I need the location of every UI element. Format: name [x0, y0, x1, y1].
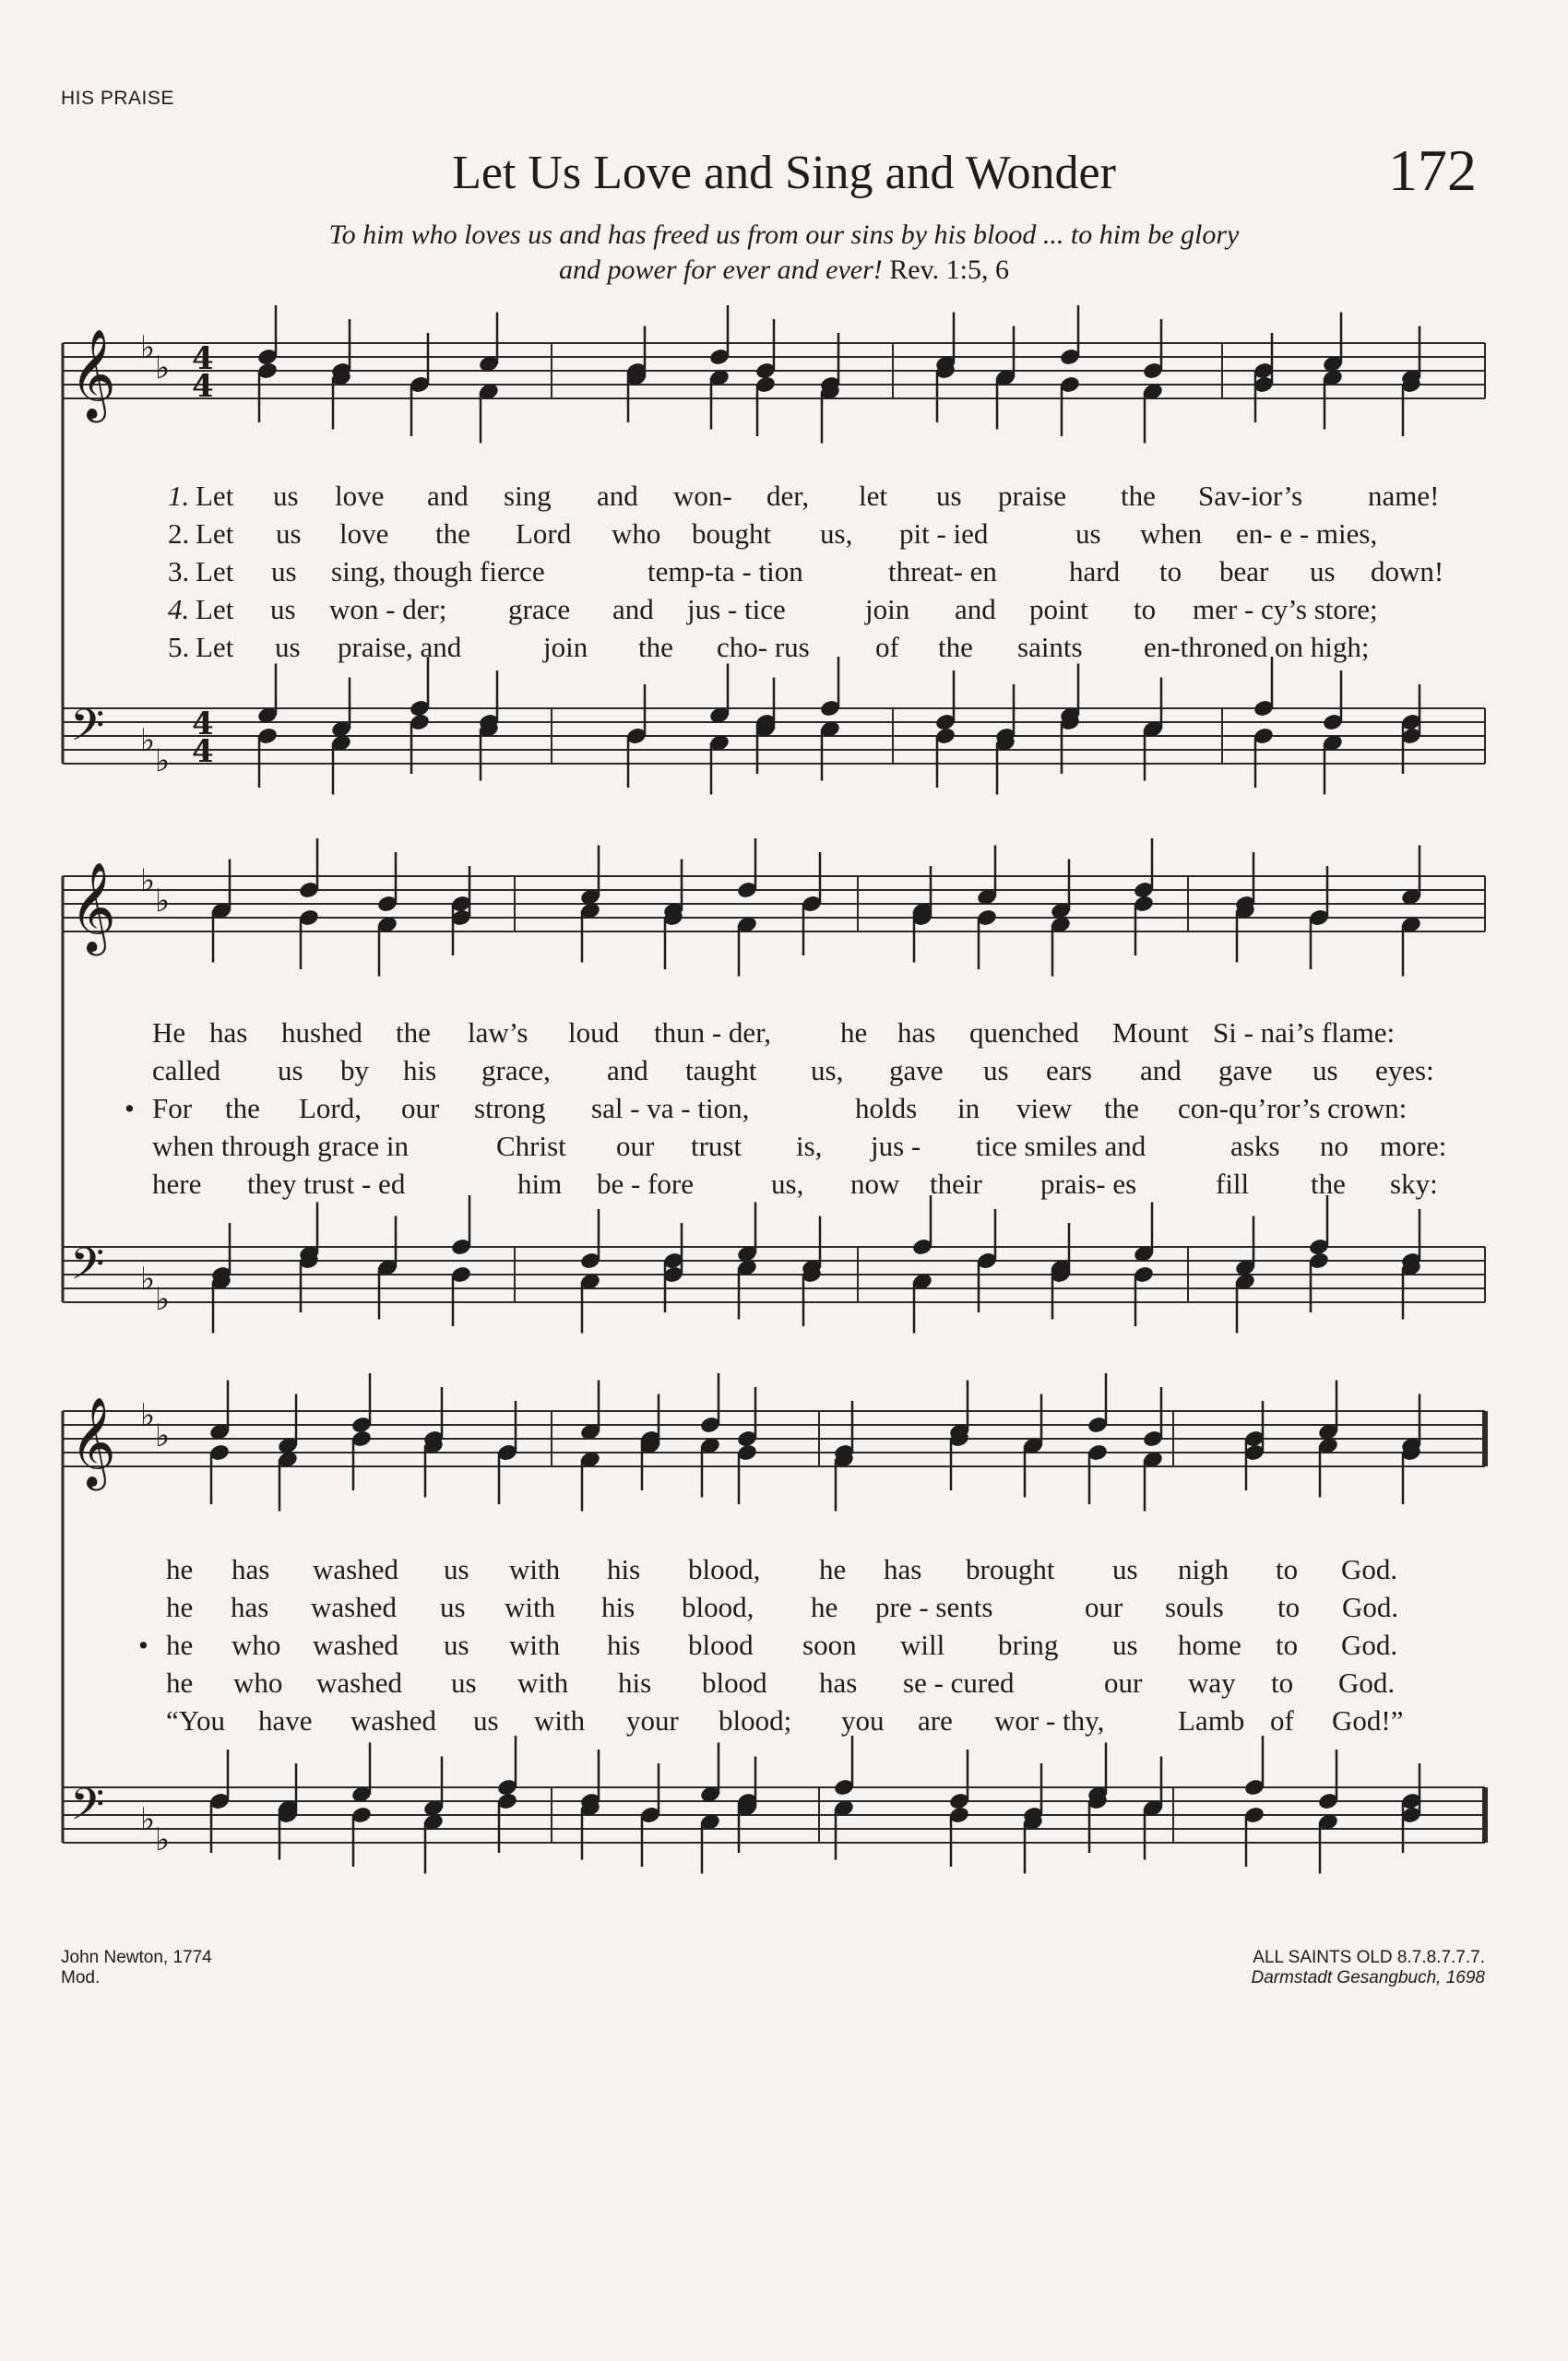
lyric-syllable: he: [166, 1667, 194, 1699]
lyric-syllable: praise, and: [338, 631, 462, 663]
hymn-number: 172: [1388, 137, 1477, 203]
lyric-syllable: trust: [691, 1130, 742, 1162]
lyric-syllable: pit - ied: [899, 517, 989, 550]
lyric-syllable: loud: [568, 1016, 620, 1049]
lyric-syllable: us,: [771, 1168, 804, 1200]
lyric-syllable: the: [1311, 1168, 1346, 1200]
lyric-syllable: he: [811, 1591, 838, 1623]
lyric-syllable: in: [957, 1092, 980, 1124]
lyric-syllable: sing, though fierce: [331, 555, 545, 587]
lyric-syllable: quenched: [969, 1016, 1079, 1049]
lyric-syllable: pre - sents: [875, 1591, 993, 1623]
lyric-syllable: Lord: [516, 517, 572, 550]
lyric-syllable: home: [1178, 1629, 1241, 1661]
lyric-syllable: of: [1270, 1704, 1294, 1737]
lyric-syllable: are: [918, 1704, 953, 1737]
lyric-syllable: us,: [820, 517, 853, 550]
lyric-syllable: gave: [889, 1054, 944, 1086]
lyric-syllable: jus -: [871, 1130, 921, 1162]
lyric-syllable: washed: [313, 1629, 398, 1661]
tune-name: ALL SAINTS OLD 8.7.8.7.7.7.: [1253, 1948, 1485, 1967]
lyric-syllable: jus - tice: [687, 593, 786, 625]
lyric-syllable: Let: [196, 480, 234, 512]
flat-icon: ♭: [140, 722, 156, 759]
treble-clef-icon: 𝄞: [70, 861, 116, 952]
lyric-syllable: the: [638, 631, 673, 663]
lyric-syllable: they trust - ed: [247, 1168, 406, 1200]
lyric-syllable: “You: [166, 1704, 226, 1737]
lyric-syllable: Christ: [496, 1130, 566, 1162]
lyric-syllable: us: [444, 1629, 469, 1661]
lyric-syllable: name!: [1368, 480, 1440, 512]
lyric-syllable: us,: [811, 1054, 844, 1086]
lyric-syllable: him: [517, 1168, 563, 1200]
lyric-syllable: He: [152, 1016, 186, 1049]
lyric-syllable: love: [335, 480, 385, 512]
lyric-syllable: washed: [316, 1667, 402, 1699]
author-line: John Newton, 1774: [61, 1948, 212, 1967]
lyric-syllable: saints: [1017, 631, 1083, 663]
lyric-syllable: will: [900, 1629, 945, 1661]
lyric-syllable: us: [440, 1591, 466, 1623]
bullet-marker: •: [125, 1092, 135, 1124]
lyric-syllable: Si - nai’s flame:: [1213, 1016, 1396, 1049]
lyric-syllable: en-throned on high;: [1144, 631, 1370, 663]
lyric-syllable: temp-ta - tion: [647, 555, 803, 587]
lyric-syllable: with: [517, 1667, 569, 1699]
lyric-syllable: and: [597, 480, 638, 512]
lyric-syllable: he: [840, 1016, 868, 1049]
lyric-syllable: have: [258, 1704, 313, 1737]
lyric-syllable: en- e - mies,: [1236, 517, 1378, 550]
lyric-syllable: us: [1313, 1054, 1338, 1086]
lyric-line: [0, 1553, 1568, 1590]
lyric-syllable: us: [936, 480, 962, 512]
lyric-syllable: and: [612, 593, 654, 625]
lyric-line: [0, 1667, 1568, 1703]
lyric-syllable: taught: [685, 1054, 757, 1086]
lyric-syllable: way: [1188, 1667, 1236, 1699]
lyric-syllable: with: [505, 1591, 556, 1623]
lyric-syllable: to: [1271, 1667, 1294, 1699]
lyric-syllable: here: [152, 1168, 202, 1200]
lyric-syllable: tice smiles and: [976, 1130, 1146, 1162]
lyric-syllable: his: [618, 1667, 652, 1699]
credits-author: [61, 1948, 212, 1988]
lyric-syllable: asks: [1230, 1130, 1280, 1162]
time-signature: 4: [192, 706, 214, 742]
lyric-syllable: us: [271, 555, 297, 587]
lyric-syllable: God.: [1341, 1629, 1398, 1661]
lyric-syllable: sing: [504, 480, 552, 512]
lyric-syllable: us: [276, 517, 302, 550]
lyric-syllable: of: [875, 631, 899, 663]
flat-icon: ♭: [155, 1821, 171, 1858]
lyric-syllable: mer - cy’s store;: [1193, 593, 1378, 625]
lyric-syllable: his: [403, 1054, 437, 1086]
lyric-syllable: us: [451, 1667, 477, 1699]
lyric-syllable: by: [340, 1054, 369, 1086]
lyric-syllable: who: [612, 517, 661, 550]
lyric-syllable: Let: [196, 593, 234, 625]
lyric-syllable: view: [1016, 1092, 1073, 1124]
lyric-syllable: down!: [1371, 555, 1444, 587]
lyric-syllable: grace: [508, 593, 571, 625]
lyric-syllable: has: [819, 1667, 858, 1699]
lyric-line: [0, 1016, 1568, 1053]
lyric-syllable: when through grace in: [152, 1130, 410, 1162]
treble-clef-icon: 𝄞: [70, 328, 116, 419]
lyric-line: [0, 517, 1568, 554]
flat-icon: ♭: [155, 742, 171, 779]
lyric-syllable: join: [865, 593, 910, 625]
flat-icon: ♭: [140, 1261, 156, 1298]
lyric-syllable: Let: [196, 631, 234, 663]
verse-number: 1.: [168, 480, 190, 512]
lyric-syllable: won-: [673, 480, 732, 512]
lyric-syllable: threat- en: [888, 555, 997, 587]
lyric-syllable: bear: [1219, 555, 1269, 587]
lyric-line: [0, 1704, 1568, 1741]
lyric-syllable: se - cured: [903, 1667, 1015, 1699]
flat-icon: ♭: [155, 1281, 171, 1318]
lyric-line: [0, 631, 1568, 668]
lyric-syllable: our: [1085, 1591, 1123, 1623]
lyric-syllable: more:: [1380, 1130, 1447, 1162]
epigraph-reference: Rev. 1:5, 6: [889, 255, 1009, 285]
lyric-syllable: bought: [692, 517, 772, 550]
lyric-syllable: holds: [855, 1092, 918, 1124]
lyric-syllable: with: [509, 1629, 561, 1661]
lyric-syllable: blood,: [682, 1591, 754, 1623]
lyric-syllable: Mount: [1112, 1016, 1189, 1049]
lyric-syllable: fill: [1216, 1168, 1250, 1200]
lyric-syllable: eyes:: [1375, 1054, 1434, 1086]
lyric-syllable: blood: [702, 1667, 767, 1699]
lyric-syllable: us: [444, 1553, 469, 1585]
lyric-syllable: and: [607, 1054, 648, 1086]
lyric-syllable: souls: [1165, 1591, 1224, 1623]
lyric-syllable: thun - der,: [654, 1016, 772, 1049]
bass-clef-icon: 𝄢: [70, 699, 105, 762]
lyric-syllable: Lord,: [299, 1092, 362, 1124]
lyric-syllable: has: [897, 1016, 936, 1049]
lyric-syllable: our: [616, 1130, 655, 1162]
lyric-syllable: God.: [1342, 1591, 1399, 1623]
lyric-syllable: cho- rus: [717, 631, 810, 663]
bass-clef-icon: 𝄢: [70, 1778, 105, 1841]
lyric-syllable: and: [1140, 1054, 1182, 1086]
lyric-syllable: you: [841, 1704, 885, 1737]
lyric-syllable: washed: [350, 1704, 436, 1737]
lyric-syllable: he: [166, 1629, 194, 1661]
lyric-syllable: us: [275, 631, 301, 663]
lyric-syllable: your: [626, 1704, 679, 1737]
time-signature: 4: [192, 340, 214, 377]
lyric-syllable: the: [938, 631, 973, 663]
lyric-syllable: sal - va - tion,: [591, 1092, 750, 1124]
lyric-line: [0, 593, 1568, 630]
time-signature: 4: [192, 733, 214, 770]
lyric-syllable: bring: [998, 1629, 1059, 1661]
hymn-title: Let Us Love and Sing and Wonder: [452, 147, 1116, 199]
lyric-syllable: our: [401, 1092, 440, 1124]
lyric-syllable: his: [607, 1553, 641, 1585]
flat-icon: ♭: [155, 1418, 171, 1454]
verse-number: 3.: [168, 555, 190, 587]
lyric-syllable: God.: [1338, 1667, 1396, 1699]
lyric-syllable: blood;: [719, 1704, 792, 1737]
lyric-syllable: God.: [1341, 1553, 1398, 1585]
lyric-syllable: has: [884, 1553, 922, 1585]
lyric-syllable: law’s: [468, 1016, 529, 1049]
lyric-syllable: when: [1140, 517, 1203, 550]
lyric-syllable: washed: [311, 1591, 397, 1623]
flat-icon: ♭: [140, 329, 156, 366]
lyric-syllable: has: [209, 1016, 248, 1049]
lyric-syllable: and: [427, 480, 469, 512]
lyric-syllable: who: [233, 1667, 283, 1699]
lyric-syllable: their: [930, 1168, 982, 1200]
flat-icon: ♭: [140, 1397, 156, 1434]
verse-number: 4.: [168, 593, 190, 625]
lyric-syllable: Let: [196, 555, 234, 587]
lyric-syllable: let: [859, 480, 887, 512]
lyric-syllable: and: [955, 593, 996, 625]
lyric-syllable: blood: [688, 1629, 754, 1661]
page-header-label: HIS PRAISE: [61, 88, 174, 109]
lyric-syllable: Lamb: [1178, 1704, 1245, 1737]
lyric-syllable: wor - thy,: [994, 1704, 1105, 1737]
lyric-syllable: join: [543, 631, 588, 663]
lyric-syllable: praise: [998, 480, 1067, 512]
epigraph-line-2: and power for ever and ever!: [559, 255, 883, 285]
flat-icon: ♭: [155, 883, 171, 919]
lyric-syllable: he: [819, 1553, 847, 1585]
lyric-line: [0, 1168, 1568, 1204]
lyric-syllable: he: [166, 1553, 194, 1585]
lyric-syllable: has: [231, 1591, 269, 1623]
lyric-syllable: to: [1276, 1553, 1299, 1585]
lyric-syllable: sky:: [1390, 1168, 1438, 1200]
epigraph-line-1: To him who loves us and has freed us from our sins by his blood ... to him be glory: [328, 219, 1240, 250]
lyric-syllable: us: [1112, 1629, 1138, 1661]
lyric-syllable: blood,: [688, 1553, 761, 1585]
flat-icon: ♭: [140, 1801, 156, 1838]
lyric-syllable: con-qu’ror’s crown:: [1178, 1092, 1408, 1124]
lyric-syllable: called: [152, 1054, 221, 1086]
bass-clef-icon: 𝄢: [70, 1238, 105, 1300]
bullet-marker: •: [138, 1629, 148, 1661]
tune-source: Darmstadt Gesangbuch, 1698: [1251, 1968, 1485, 1987]
lyric-syllable: brought: [966, 1553, 1055, 1585]
flat-icon: ♭: [140, 862, 156, 899]
lyric-syllable: the: [225, 1092, 260, 1124]
treble-clef-icon: 𝄞: [70, 1396, 116, 1487]
lyric-syllable: the: [1104, 1092, 1139, 1124]
lyric-line: [0, 1092, 1568, 1129]
lyric-line: [0, 480, 1568, 516]
time-signature: 4: [192, 368, 214, 405]
lyric-syllable: love: [339, 517, 389, 550]
lyric-syllable: now: [850, 1168, 900, 1200]
lyric-syllable: prais- es: [1040, 1168, 1137, 1200]
lyric-line: [0, 1130, 1568, 1167]
credits-tune: [1252, 1948, 1486, 1988]
lyric-syllable: he: [166, 1591, 194, 1623]
lyric-line: [0, 1629, 1568, 1666]
lyric-syllable: the: [396, 1016, 431, 1049]
lyric-syllable: point: [1029, 593, 1088, 625]
lyric-syllable: grace,: [481, 1054, 551, 1086]
lyric-syllable: us: [1075, 517, 1101, 550]
verse-number: 2.: [168, 517, 190, 550]
lyric-syllable: washed: [313, 1553, 398, 1585]
lyric-syllable: no: [1320, 1130, 1348, 1162]
lyric-syllable: hard: [1069, 555, 1121, 587]
lyric-syllable: to: [1276, 1629, 1299, 1661]
lyric-syllable: to: [1277, 1591, 1301, 1623]
lyric-syllable: us: [1310, 555, 1336, 587]
lyric-syllable: with: [534, 1704, 586, 1737]
lyric-line: [0, 555, 1568, 592]
lyric-syllable: ears: [1046, 1054, 1092, 1086]
lyric-syllable: der,: [766, 480, 810, 512]
flat-icon: ♭: [155, 350, 171, 386]
lyric-syllable: with: [509, 1553, 561, 1585]
lyric-syllable: strong: [474, 1092, 546, 1124]
lyric-syllable: God!”: [1332, 1704, 1404, 1737]
lyric-syllable: to: [1134, 593, 1157, 625]
lyric-syllable: hushed: [281, 1016, 362, 1049]
lyric-syllable: us: [270, 593, 296, 625]
lyric-syllable: be - fore: [597, 1168, 694, 1200]
lyric-syllable: Let: [196, 517, 234, 550]
lyric-syllable: gave: [1218, 1054, 1273, 1086]
lyric-line: [0, 1591, 1568, 1628]
lyric-syllable: us: [1112, 1553, 1138, 1585]
lyric-syllable: us: [473, 1704, 499, 1737]
lyric-syllable: the: [1121, 480, 1156, 512]
lyric-syllable: Sav-ior’s: [1198, 480, 1303, 512]
lyric-syllable: his: [601, 1591, 636, 1623]
lyric-syllable: has: [232, 1553, 270, 1585]
lyric-syllable: us: [273, 480, 299, 512]
lyric-syllable: nigh: [1178, 1553, 1229, 1585]
lyric-syllable: us: [983, 1054, 1009, 1086]
lyric-syllable: our: [1104, 1667, 1143, 1699]
lyric-syllable: his: [607, 1629, 641, 1661]
lyric-syllable: is,: [796, 1130, 823, 1162]
verse-number: 5.: [168, 631, 190, 663]
lyric-syllable: won - der;: [329, 593, 447, 625]
lyric-syllable: the: [435, 517, 470, 550]
lyric-syllable: us: [278, 1054, 303, 1086]
lyric-syllable: who: [232, 1629, 281, 1661]
lyric-syllable: For: [152, 1092, 193, 1124]
lyric-line: [0, 1054, 1568, 1091]
author-note: Mod.: [61, 1968, 101, 1987]
lyric-syllable: soon: [802, 1629, 857, 1661]
lyric-syllable: to: [1159, 555, 1182, 587]
